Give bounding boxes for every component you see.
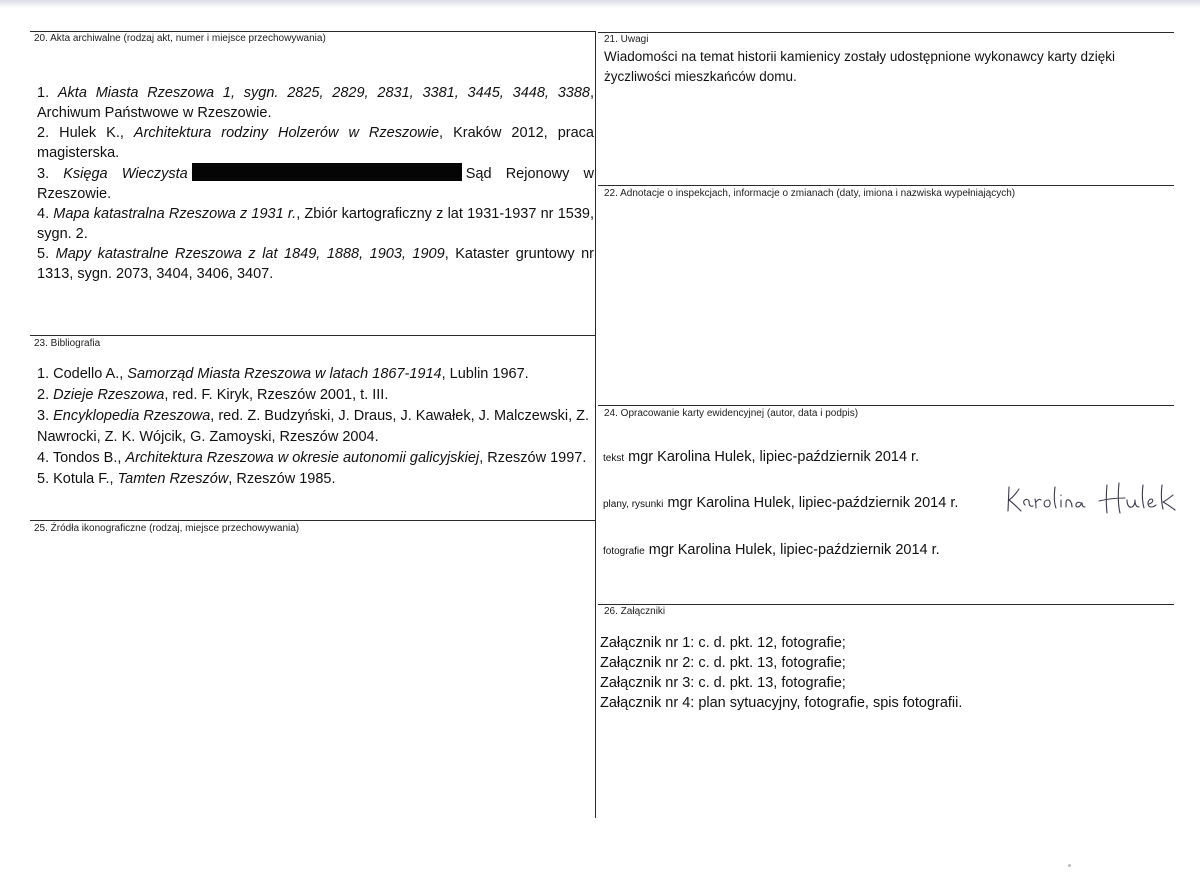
s26-item: Załącznik nr 3: c. d. pkt. 13, fotografie; [600,675,846,691]
s23-item-2-rest: , red. F. Kiryk, Rzeszów 2001, t. III. [164,387,389,403]
s24-plany-row [603,493,958,515]
s26-header: 26. Załączniki [604,606,666,617]
s20-item-3-title: Księga Wieczysta [63,166,188,182]
scan-speck [1068,864,1071,867]
s23-item-1 [37,364,592,385]
s23-item-2 [37,385,592,406]
s20-item-2-rest: , Kraków 2012, praca magisterska. [37,125,594,161]
s23-item-4-rest: , Rzeszów 1997. [479,450,587,466]
s20-item-5-num: 5. [37,246,50,262]
s21-header: 21. Uwagi [604,34,649,45]
s23-item-5 [37,469,592,490]
s20-item-1-title: Akta Miasta Rzeszowa 1, sygn. 2825, 2829, 2831, 3381, 3445, 3448, 3388 [57,85,590,101]
s20-item-1-num: 1. [37,85,50,101]
line-s25 [30,520,595,521]
line-s22 [598,185,1174,186]
s23-item-3-title: Encyklopedia Rzeszowa [53,408,211,424]
s23-item-2-author: 2. [37,387,54,403]
line-top-left [30,31,595,32]
s26-item: Załącznik nr 1: c. d. pkt. 12, fotografie; [600,635,846,651]
s24-foto-value: mgr Karolina Hulek, lipiec-październik 2014 r. [648,542,940,558]
s20-item-5 [37,244,594,284]
s23-item-1-title: Samorząd Miasta Rzeszowa w latach 1867-1914 [127,366,442,382]
line-s23 [30,335,595,336]
s22-header: 22. Adnotacje o inspekcjach, informacje o zmianach (daty, imiona i nazwiska wypełniających) [604,188,1016,199]
s20-item-4 [37,204,594,244]
s23-item-5-title: Tamten Rzeszów [117,471,229,487]
s20-item-2-num: 2. Hulek K., [37,125,134,141]
s20-item-1 [37,83,594,123]
line-s24 [598,405,1174,406]
s20-item-5-rest: , Kataster gruntowy nr 1313, sygn. 2073, 3404, 3406, 3407. [37,246,594,282]
s23-item-3-rest: , red. Z. Budzyński, J. Draus, J. Kawałek, J. Malczewski, Z. Nawrocki, Z. K. Wójcik, G. Zamoyski, Rzeszów 2004. [37,408,590,445]
s26-list [600,633,1170,713]
s23-item-5-author: 5. Kotula F., [37,471,118,487]
s20-header: 20. Akta archiwalne (rodzaj akt, numer i miejsce przechowywania) [34,33,326,44]
s23-item-1-author: 1. Codello A., [37,366,128,382]
s24-foto-row [603,540,940,562]
line-top-right [598,32,1174,33]
s26-item: Załącznik nr 2: c. d. pkt. 13, fotografie; [600,655,846,671]
line-s26 [598,604,1174,605]
s20-item-5-title: Mapy katastralne Rzeszowa z lat 1849, 1888, 1903, 1909 [55,246,445,262]
s20-item-4-title: Mapa katastralna Rzeszowa z 1931 r. [53,206,297,222]
s23-header: 23. Bibliografia [34,338,101,349]
s20-item-4-num: 4. [37,206,50,222]
s24-header: 24. Opracowanie karty ewidencyjnej (autor, data i podpis) [604,408,859,419]
s21-text: Wiadomości na temat historii kamienicy zostały udostępnione wykonawcy karty dzięki życzliwości mieszkańców domu. [604,49,1115,84]
s24-foto-label: fotografie [603,546,645,557]
s20-item-3 [37,163,594,204]
s20-item-3-rest: Sąd Rejonowy w Rzeszowie. [37,166,594,202]
s24-plany-value: mgr Karolina Hulek, lipiec-październik 2014 r. [667,495,959,511]
scan-top-shade [0,0,1200,8]
s24-tekst-row [603,447,919,469]
s25-header: 25. Źródła ikonograficzne (rodzaj, miejsce przechowywania) [34,523,300,534]
s24-tekst-label: tekst [603,453,625,464]
s23-item-1-rest: , Lublin 1967. [441,366,529,382]
s23-item-3-author: 3. [37,408,54,424]
s23-item-4 [37,448,592,469]
s20-item-2-title: Architektura rodziny Holzerów w Rzeszowie [133,125,440,141]
s20-list [37,83,594,284]
s23-item-5-rest: , Rzeszów 1985. [228,471,336,487]
s23-item-3 [37,406,592,448]
s23-item-2-title: Dzieje Rzeszowa [53,387,165,403]
column-divider [595,31,596,818]
redaction-bar [192,163,462,181]
s20-item-2 [37,123,594,163]
s23-item-4-title: Architektura Rzeszowa w okresie autonomii galicyjskiej [125,450,480,466]
s20-item-4-rest: , Zbiór kartograficzny z lat 1931-1937 nr 1539, sygn. 2. [37,206,594,242]
s26-item: Załącznik nr 4: plan sytuacyjny, fotografie, spis fotografii. [600,695,963,711]
s20-item-3-num: 3. [37,166,50,182]
s20-item-1-rest: , Archiwum Państwowe w Rzeszowie. [37,85,594,121]
handwritten-signature [1003,479,1188,519]
s23-list [37,364,592,490]
s24-plany-label: plany, rysunki [603,499,664,510]
s24-tekst-value: mgr Karolina Hulek, lipiec-październik 2014 r. [628,449,920,465]
s23-item-4-author: 4. Tondos B., [37,450,126,466]
